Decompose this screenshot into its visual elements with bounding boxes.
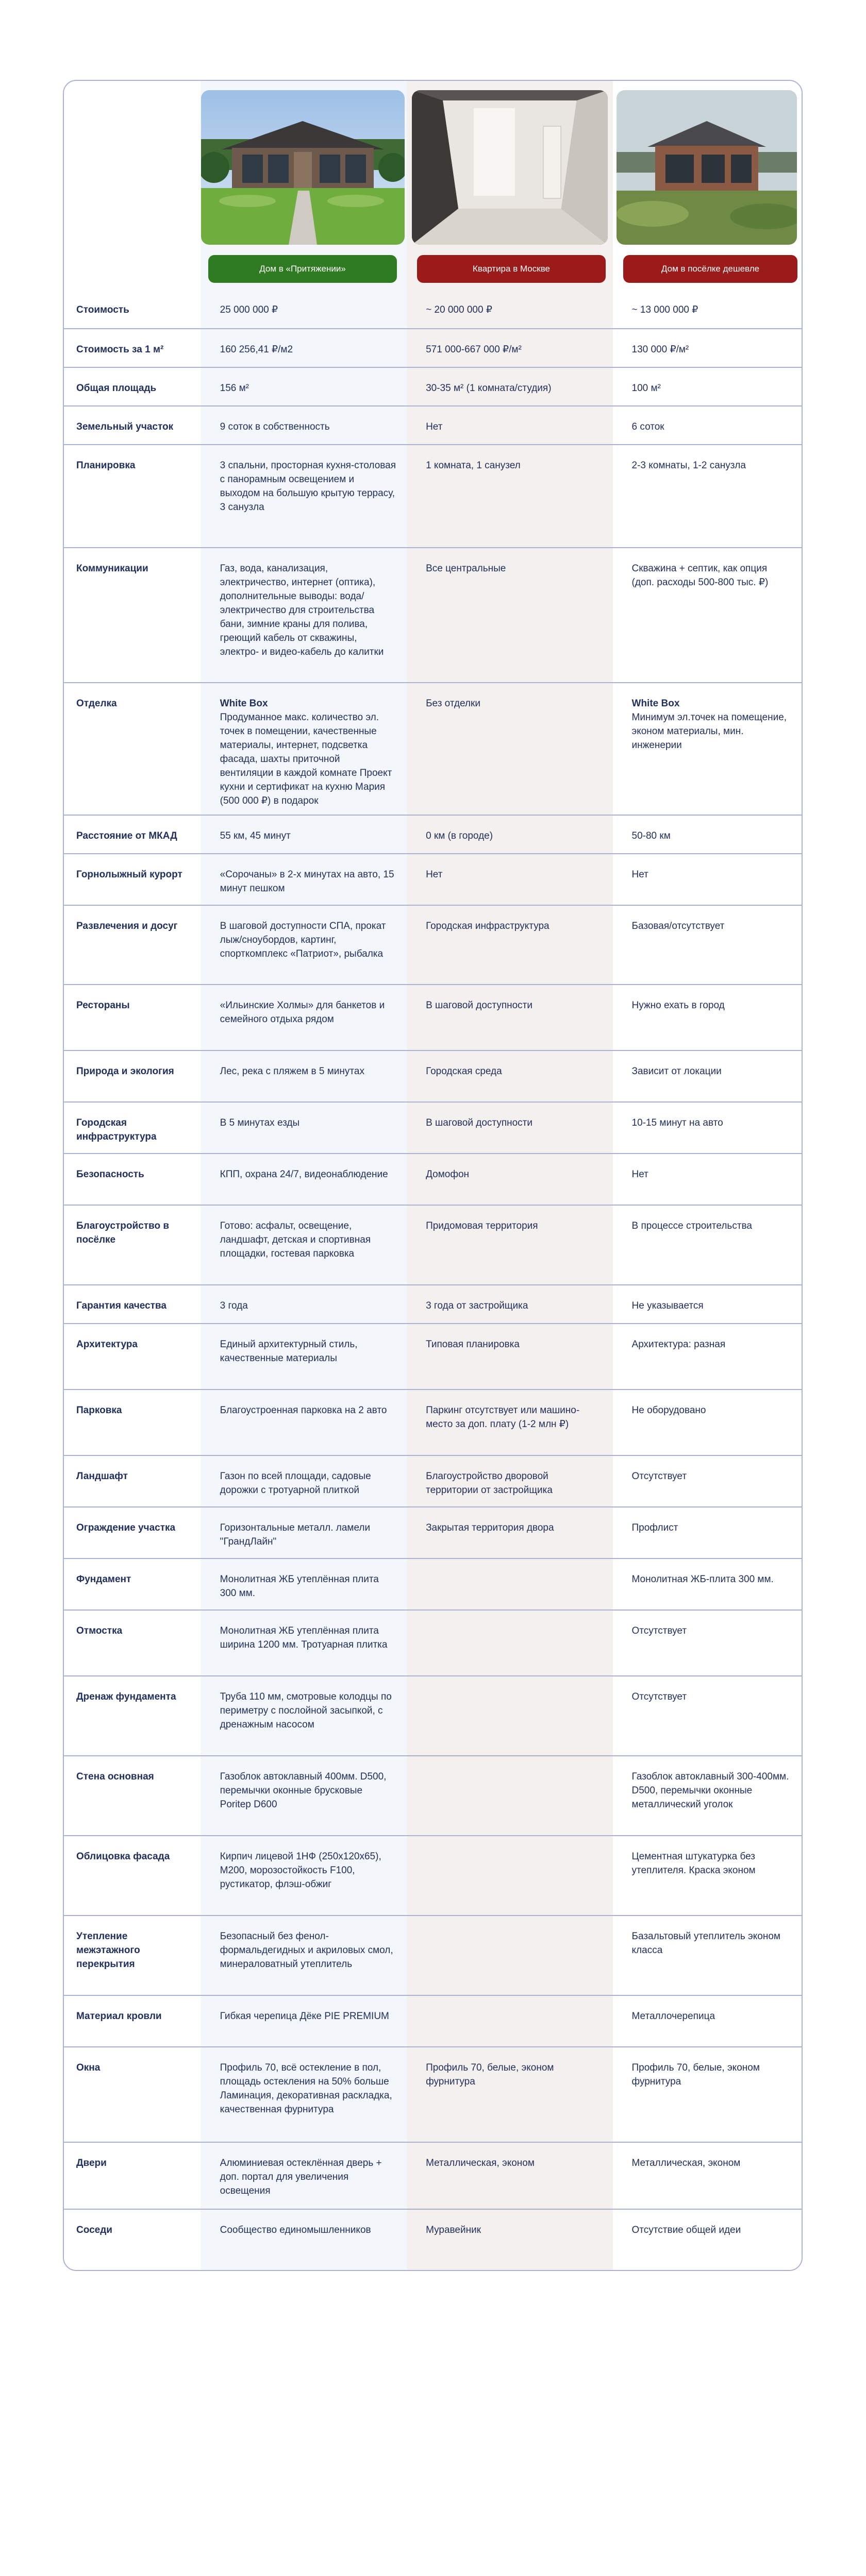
row-label: Ландшафт	[76, 1471, 128, 1482]
row-label: Расстояние от МКАД	[76, 831, 177, 841]
apartment-value: 571 000-667 000 ₽/м²	[426, 344, 522, 355]
house-value: Монолитная ЖБ утеплённая плита 300 мм.	[220, 1574, 379, 1599]
house-value: 9 соток в собственность	[220, 421, 330, 432]
row-label: Горнолыжный курорт	[76, 869, 182, 880]
table-row	[64, 547, 802, 682]
apartment-value: Нет	[426, 421, 443, 432]
apartment-value: Типовая планировка	[426, 1339, 520, 1350]
cheap-house-value: Зависит от локации	[631, 1066, 722, 1077]
house-value: Горизонтальные металл. ламели "ГрандЛайн"	[220, 1522, 371, 1547]
cheap-house-value: Отсутствует	[631, 1625, 687, 1636]
row-label: Стоимость за 1 м²	[76, 344, 164, 355]
row-label: Гарантия качества	[76, 1300, 166, 1311]
cheap-house-value: Скважина + септик, как опция (доп. расходы 500-800 тыс. ₽)	[631, 563, 769, 588]
row-label: Городская инфраструктура	[76, 1117, 157, 1142]
comparison-card	[63, 80, 803, 2271]
cheap-house-value: Базовая/отсутствует	[631, 921, 725, 931]
apartment-value: 30-35 м² (1 комната/студия)	[426, 383, 552, 394]
apartment-value: Закрытая территория двора	[426, 1522, 554, 1533]
cheap-house-value: Металлическая, эконом	[631, 2158, 741, 2168]
table-row	[64, 1284, 802, 1323]
row-label: Фундамент	[76, 1574, 131, 1585]
table-row	[64, 290, 802, 328]
row-label: Стена основная	[76, 1771, 154, 1782]
table-row	[64, 1323, 802, 1389]
table-row	[64, 367, 802, 405]
table-row	[64, 984, 802, 1050]
house-value: 3 спальни, просторная кухня-столовая с панорамным освещением и выходом на большую крытую террасу, 3 санузла	[220, 460, 396, 513]
table-row	[64, 2209, 802, 2260]
apartment-value: В шаговой доступности	[426, 1117, 532, 1128]
cheap-house-value: Отсутствует	[631, 1691, 687, 1702]
row-label: Земельный участок	[76, 421, 174, 432]
table-row	[64, 905, 802, 984]
cheap-house-value: 100 м²	[631, 383, 661, 394]
row-label: Облицовка фасада	[76, 1851, 170, 1862]
house-value	[201, 683, 406, 815]
cheap-house-value: Профиль 70, белые, эконом фурнитура	[631, 2062, 760, 2087]
apartment-value	[406, 1756, 612, 1835]
row-label: Безопасность	[76, 1169, 144, 1180]
cheap-house-value: Нужно ехать в город	[631, 1000, 725, 1011]
cheap-house-value: Нет	[631, 869, 648, 880]
table-row	[64, 853, 802, 905]
table-row	[64, 1609, 802, 1675]
row-label: Отделка	[76, 698, 117, 709]
cheap-house-value: Отсутствие общей идеи	[631, 2225, 741, 2235]
house-value: Гибкая черепица Дёке PIE PREMIUM	[220, 2011, 389, 2022]
cheap-house-value: 130 000 ₽/м²	[631, 344, 689, 355]
row-label: Соседи	[76, 2225, 112, 2235]
apartment-value: 3 года от застройщика	[426, 1300, 528, 1311]
apartment-badge: Квартира в Москве	[417, 255, 606, 283]
apartment-value: Благоустройство дворовой территории от застройщика	[426, 1471, 553, 1496]
house-value: Благоустроенная парковка на 2 авто	[220, 1405, 387, 1416]
house-value: Профиль 70, всё остекление в пол, площадь остекления на 50% больше Ламинация, декоративная раскладка, качественная фурнитура	[220, 2062, 392, 2115]
house-value: 55 км, 45 минут	[220, 831, 291, 841]
apartment-photo	[412, 90, 608, 245]
table-row	[64, 1389, 802, 1455]
cheap-house-value: В процессе строительства	[631, 1221, 752, 1231]
row-label: Парковка	[76, 1405, 122, 1416]
apartment-value	[406, 1996, 612, 2046]
table-row	[64, 328, 802, 367]
table-row	[64, 1835, 802, 1915]
comparison-table	[64, 290, 802, 2260]
apartment-value: В шаговой доступности	[426, 1000, 532, 1011]
cheap-house-value: 50-80 км	[631, 831, 671, 841]
row-label: Отмостка	[76, 1625, 123, 1636]
table-row	[64, 2142, 802, 2209]
house-value: 25 000 000 ₽	[220, 304, 278, 315]
house-value: Алюминиевая остеклённая дверь + доп. портал для увеличения освещения	[220, 2158, 382, 2196]
cheap-house-value: Газоблок автоклавный 300-400мм. D500, перемычки оконные металлический уголок	[631, 1771, 789, 1810]
house-value: Единый архитектурный стиль, качественные материалы	[220, 1339, 358, 1364]
table-row	[64, 1558, 802, 1609]
house-photo	[201, 90, 405, 245]
apartment-value: 0 км (в городе)	[426, 831, 493, 841]
apartment-value: Домофон	[426, 1169, 470, 1180]
row-label: Рестораны	[76, 1000, 130, 1011]
table-row	[64, 1915, 802, 1995]
row-label: Природа и экология	[76, 1066, 174, 1077]
cheap-house-value: 2-3 комнаты, 1-2 санузла	[631, 460, 746, 471]
table-row	[64, 1755, 802, 1835]
cheap-house-value	[612, 683, 802, 815]
row-label: Двери	[76, 2158, 107, 2168]
cheap-house-value: Цементная штукатурка без утеплителя. Краска эконом	[631, 1851, 756, 1876]
house-value: 156 м²	[220, 383, 249, 394]
table-row	[64, 1506, 802, 1558]
row-label: Коммуникации	[76, 563, 148, 574]
apartment-value: Все центральные	[426, 563, 506, 574]
house-badge: Дом в «Притяжении»	[208, 255, 397, 283]
row-label: Развлечения и досуг	[76, 921, 178, 931]
table-row	[64, 1455, 802, 1506]
table-row	[64, 1101, 802, 1153]
row-label: Стоимость	[76, 304, 129, 315]
cheap-house-value: 10-15 минут на авто	[631, 1117, 723, 1128]
table-row	[64, 1153, 802, 1205]
cheap-house-value: Не указывается	[631, 1300, 704, 1311]
apartment-value: Городская среда	[426, 1066, 502, 1077]
apartment-value: ~ 20 000 000 ₽	[426, 304, 492, 315]
row-label: Планировка	[76, 460, 136, 471]
apartment-value: Паркинг отсутствует или машино-место за доп. плату (1-2 млн ₽)	[426, 1405, 580, 1430]
table-row	[64, 815, 802, 853]
row-label: Архитектура	[76, 1339, 138, 1350]
table-row	[64, 444, 802, 547]
house-value: Безопасный без фенол-формальдегидных и акриловых смол, минераловатный утеплитель	[220, 1931, 393, 1970]
cheap-house-photo	[617, 90, 797, 245]
cheap-house-value: Монолитная ЖБ-плита 300 мм.	[631, 1574, 774, 1585]
cheap-finish-title: White Box	[631, 698, 680, 709]
row-label: Утепление межэтажного перекрытия	[76, 1931, 140, 1970]
apartment-value	[406, 1836, 612, 1915]
cheap-finish-text: Минимум эл.точек на помещение, эконом материалы, мин. инженерии	[631, 712, 787, 751]
house-finish-text: Продуманное макс. количество эл. точек в помещении, качественные материалы, интернет, подсветка фасада, шахты приточной вентиляции в каждой комнате Проект кухни и сертификат на кухню Мария (500 000 ₽) в подарок	[220, 712, 392, 806]
table-row	[64, 1205, 802, 1284]
house-value: «Ильинские Холмы» для банкетов и семейного отдыха рядом	[220, 1000, 385, 1025]
house-value: 3 года	[220, 1300, 248, 1311]
cheap-house-value: Металлочерепица	[631, 2011, 715, 2022]
apartment-value: Придомовая территория	[426, 1221, 538, 1231]
house-finish-title: White Box	[220, 698, 268, 709]
apartment-value: 1 комната, 1 санузел	[426, 460, 521, 471]
house-value: В шаговой доступности СПА, прокат лыж/сноубордов, картинг, спорткомплекс «Патриот», рыбалка	[220, 921, 386, 959]
house-value: Сообщество единомышленников	[220, 2225, 371, 2235]
table-row	[64, 405, 802, 444]
table-row	[64, 1675, 802, 1755]
row-label: Общая площадь	[76, 383, 157, 394]
house-value: «Сорочаны» в 2-х минутах на авто, 15 минут пешком	[220, 869, 394, 894]
cheap-house-value: Нет	[631, 1169, 648, 1180]
apartment-value: Муравейник	[426, 2225, 481, 2235]
house-value: Монолитная ЖБ утеплённая плита ширина 1200 мм. Тротуарная плитка	[220, 1625, 388, 1650]
cheap-house-value: Отсутствует	[631, 1471, 687, 1482]
table-row	[64, 682, 802, 815]
row-label: Окна	[76, 2062, 101, 2073]
row-label: Дренаж фундамента	[76, 1691, 176, 1702]
apartment-value	[406, 1611, 612, 1675]
house-value: 160 256,41 ₽/м2	[220, 344, 293, 355]
apartment-value: Профиль 70, белые, эконом фурнитура	[426, 2062, 554, 2087]
apartment-value: Металлическая, эконом	[426, 2158, 535, 2168]
row-label: Благоустройство в посёлке	[76, 1221, 170, 1245]
apartment-value	[406, 1676, 612, 1755]
apartment-value	[406, 1559, 612, 1609]
apartment-value: Нет	[426, 869, 443, 880]
cheap-house-value: ~ 13 000 000 ₽	[631, 304, 698, 315]
house-value: КПП, охрана 24/7, видеонаблюдение	[220, 1169, 388, 1180]
table-row	[64, 2046, 802, 2142]
house-value: Труба 110 мм, смотровые колодцы по периметру с послойной засыпкой, с дренажным насосом	[220, 1691, 392, 1730]
cheap-house-value: Архитектура: разная	[631, 1339, 726, 1350]
house-value: В 5 минутах езды	[220, 1117, 300, 1128]
apartment-value	[406, 1916, 612, 1995]
house-value: Лес, река с пляжем в 5 минутах	[220, 1066, 364, 1077]
table-row	[64, 1050, 802, 1101]
row-label: Материал кровли	[76, 2011, 162, 2022]
house-value: Газ, вода, канализация, электричество, интернет (оптика), дополнительные выводы: вода/электричество для строительства бани, зимние краны для полива, греющий кабель от скважины, электро- и видео-кабель до калитки	[220, 563, 384, 657]
table-row	[64, 1995, 802, 2046]
cheap-house-value: Базальтовый утеплитель эконом класса	[631, 1931, 780, 1956]
cheap-house-value: Не оборудовано	[631, 1405, 706, 1416]
row-label: Ограждение участка	[76, 1522, 176, 1533]
apartment-value: Городская инфраструктура	[426, 921, 549, 931]
house-value: Кирпич лицевой 1НФ (250х120х65), М200, морозостойкость F100, рустикатор, флэш-обжиг	[220, 1851, 381, 1890]
apartment-value: Без отделки	[426, 698, 480, 709]
cheap-house-badge: Дом в посёлке дешевле	[623, 255, 797, 283]
cheap-house-value: Профлист	[631, 1522, 678, 1533]
house-value: Готово: асфальт, освещение, ландшафт, детская и спортивная площадки, гостевая парковка	[220, 1221, 371, 1259]
house-value: Газоблок автоклавный 400мм. D500, перемычки оконные брусковые Poritep D600	[220, 1771, 387, 1810]
house-value: Газон по всей площади, садовые дорожки с тротуарной плиткой	[220, 1471, 371, 1496]
cheap-house-value: 6 соток	[631, 421, 664, 432]
